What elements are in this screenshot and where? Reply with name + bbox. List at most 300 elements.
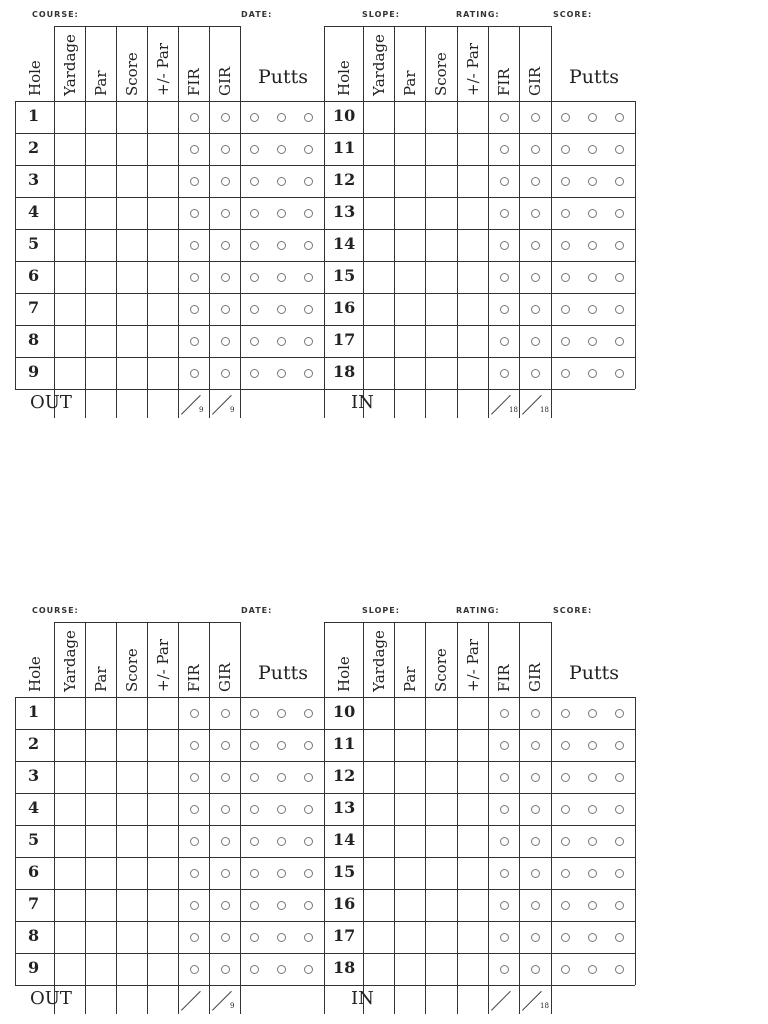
putt-circle[interactable] bbox=[277, 145, 286, 154]
par-header: Par bbox=[91, 70, 110, 96]
putt-circle[interactable] bbox=[304, 837, 313, 846]
in-fir-denominator: 18 bbox=[509, 406, 518, 414]
putt-circle[interactable] bbox=[588, 369, 597, 378]
putt-circle[interactable] bbox=[304, 933, 313, 942]
fir-circle[interactable] bbox=[190, 805, 199, 814]
putt-circle[interactable] bbox=[304, 741, 313, 750]
fir-circle[interactable] bbox=[500, 241, 509, 250]
putt-circle[interactable] bbox=[304, 709, 313, 718]
gir-circle[interactable] bbox=[531, 741, 540, 750]
grid-line bbox=[54, 26, 240, 27]
putt-circle[interactable] bbox=[588, 113, 597, 122]
date-label: DATE: bbox=[241, 10, 273, 19]
putt-circle[interactable] bbox=[277, 869, 286, 878]
fir-circle[interactable] bbox=[500, 901, 509, 910]
putt-circle[interactable] bbox=[250, 805, 259, 814]
hole-number: 10 bbox=[333, 106, 356, 125]
fir-circle[interactable] bbox=[190, 305, 199, 314]
grid-line bbox=[635, 697, 636, 985]
fir-circle[interactable] bbox=[190, 933, 199, 942]
grid-line bbox=[116, 622, 117, 1014]
putt-circle[interactable] bbox=[250, 113, 259, 122]
hole-number: 3 bbox=[28, 766, 40, 785]
putt-circle[interactable] bbox=[588, 709, 597, 718]
hole-number: 11 bbox=[333, 138, 356, 157]
grid-line bbox=[15, 985, 635, 986]
putt-circle[interactable] bbox=[277, 805, 286, 814]
fir-circle[interactable] bbox=[190, 273, 199, 282]
putt-circle[interactable] bbox=[250, 869, 259, 878]
grid-line bbox=[394, 622, 395, 1014]
grid-line bbox=[116, 26, 117, 418]
gir-circle[interactable] bbox=[221, 773, 230, 782]
putt-circle[interactable] bbox=[588, 145, 597, 154]
putt-circle[interactable] bbox=[615, 709, 624, 718]
fir-circle[interactable] bbox=[190, 209, 199, 218]
gir-header: GIR bbox=[526, 66, 544, 96]
grid-line bbox=[551, 26, 552, 101]
putt-circle[interactable] bbox=[277, 965, 286, 974]
out-label: OUT bbox=[30, 392, 72, 413]
fir-header: FIR bbox=[184, 68, 203, 96]
putt-circle[interactable] bbox=[304, 145, 313, 154]
putt-circle[interactable] bbox=[250, 337, 259, 346]
putt-circle[interactable] bbox=[250, 933, 259, 942]
hole-number: 7 bbox=[28, 298, 40, 317]
total-slash bbox=[181, 991, 201, 1011]
gir-circle[interactable] bbox=[221, 965, 230, 974]
putt-circle[interactable] bbox=[561, 305, 570, 314]
putt-circle[interactable] bbox=[588, 965, 597, 974]
putt-circle[interactable] bbox=[250, 177, 259, 186]
fir-circle[interactable] bbox=[500, 709, 509, 718]
putt-circle[interactable] bbox=[588, 241, 597, 250]
putt-circle[interactable] bbox=[615, 273, 624, 282]
grid-line bbox=[15, 953, 635, 954]
par-header: Par bbox=[400, 70, 419, 96]
gir-circle[interactable] bbox=[531, 241, 540, 250]
putt-circle[interactable] bbox=[250, 273, 259, 282]
putt-circle[interactable] bbox=[561, 805, 570, 814]
grid-line bbox=[635, 101, 636, 389]
putt-circle[interactable] bbox=[588, 337, 597, 346]
putt-circle[interactable] bbox=[588, 305, 597, 314]
fir-header: FIR bbox=[494, 664, 513, 692]
grid-line bbox=[519, 622, 520, 1014]
fir-circle[interactable] bbox=[190, 337, 199, 346]
plus-minus-header: +/- Par bbox=[463, 43, 482, 96]
putt-circle[interactable] bbox=[304, 209, 313, 218]
total-slash bbox=[181, 395, 204, 415]
total-slash bbox=[522, 395, 542, 415]
fir-circle[interactable] bbox=[190, 773, 199, 782]
score-header: Score bbox=[122, 648, 141, 692]
fir-circle[interactable] bbox=[190, 709, 199, 718]
putt-circle[interactable] bbox=[561, 369, 570, 378]
fir-circle[interactable] bbox=[190, 965, 199, 974]
rating-label: RATING: bbox=[456, 10, 500, 19]
gir-circle[interactable] bbox=[531, 145, 540, 154]
hole-header: Hole bbox=[334, 656, 353, 692]
grid-line bbox=[457, 622, 458, 1014]
putt-circle[interactable] bbox=[277, 113, 286, 122]
fir-circle[interactable] bbox=[500, 773, 509, 782]
grid-line bbox=[147, 622, 148, 1014]
hole-number: 2 bbox=[28, 138, 40, 157]
gir-circle[interactable] bbox=[531, 177, 540, 186]
grid-line bbox=[425, 26, 426, 418]
putt-circle[interactable] bbox=[561, 741, 570, 750]
fir-circle[interactable] bbox=[500, 177, 509, 186]
putts-header: Putts bbox=[569, 66, 620, 88]
gir-circle[interactable] bbox=[221, 209, 230, 218]
putt-circle[interactable] bbox=[250, 837, 259, 846]
gir-circle[interactable] bbox=[221, 241, 230, 250]
putt-circle[interactable] bbox=[615, 337, 624, 346]
gir-circle[interactable] bbox=[221, 337, 230, 346]
gir-circle[interactable] bbox=[221, 305, 230, 314]
hole-number: 4 bbox=[28, 202, 40, 221]
fir-circle[interactable] bbox=[500, 273, 509, 282]
putt-circle[interactable] bbox=[561, 177, 570, 186]
rating-label: RATING: bbox=[456, 606, 500, 615]
putt-circle[interactable] bbox=[561, 273, 570, 282]
putt-circle[interactable] bbox=[250, 741, 259, 750]
fir-circle[interactable] bbox=[500, 145, 509, 154]
par-header: Par bbox=[400, 666, 419, 692]
putt-circle[interactable] bbox=[588, 741, 597, 750]
putt-circle[interactable] bbox=[615, 209, 624, 218]
putt-circle[interactable] bbox=[304, 901, 313, 910]
putt-circle[interactable] bbox=[615, 933, 624, 942]
putt-circle[interactable] bbox=[250, 209, 259, 218]
grid-line bbox=[15, 261, 635, 262]
putt-circle[interactable] bbox=[561, 901, 570, 910]
putt-circle[interactable] bbox=[277, 337, 286, 346]
hole-header: Hole bbox=[25, 656, 44, 692]
fir-circle[interactable] bbox=[190, 177, 199, 186]
grid-line bbox=[15, 133, 635, 134]
fir-circle[interactable] bbox=[190, 869, 199, 878]
putt-circle[interactable] bbox=[615, 241, 624, 250]
grid-line bbox=[15, 101, 16, 389]
putt-circle[interactable] bbox=[250, 709, 259, 718]
putt-circle[interactable] bbox=[615, 869, 624, 878]
grid-line bbox=[15, 793, 635, 794]
grid-line bbox=[324, 622, 325, 1014]
score-header: Score bbox=[432, 648, 450, 692]
putt-circle[interactable] bbox=[615, 145, 624, 154]
grid-line bbox=[15, 921, 635, 922]
putt-circle[interactable] bbox=[304, 369, 313, 378]
putt-circle[interactable] bbox=[277, 241, 286, 250]
grid-line bbox=[209, 26, 210, 418]
gir-circle[interactable] bbox=[531, 113, 540, 122]
grid-line bbox=[15, 825, 635, 826]
scorecard-top bbox=[0, 0, 768, 420]
score-header: Score bbox=[432, 52, 450, 96]
putts-header: Putts bbox=[258, 662, 309, 684]
putt-circle[interactable] bbox=[304, 305, 313, 314]
hole-number: 12 bbox=[333, 766, 356, 785]
putt-circle[interactable] bbox=[277, 369, 286, 378]
gir-circle[interactable] bbox=[531, 837, 540, 846]
grid-line bbox=[324, 26, 325, 418]
hole-number: 18 bbox=[333, 362, 356, 381]
fir-circle[interactable] bbox=[500, 965, 509, 974]
in-label: IN bbox=[351, 988, 374, 1009]
gir-circle[interactable] bbox=[221, 933, 230, 942]
putt-circle[interactable] bbox=[250, 305, 259, 314]
putts-header: Putts bbox=[569, 662, 620, 684]
putt-circle[interactable] bbox=[615, 837, 624, 846]
fir-circle[interactable] bbox=[190, 145, 199, 154]
fir-circle[interactable] bbox=[190, 741, 199, 750]
putt-circle[interactable] bbox=[561, 241, 570, 250]
total-slash bbox=[491, 991, 511, 1011]
grid-line bbox=[15, 293, 635, 294]
yardage-header: Yardage bbox=[369, 630, 388, 692]
putt-circle[interactable] bbox=[588, 933, 597, 942]
fir-circle[interactable] bbox=[500, 369, 509, 378]
hole-number: 2 bbox=[28, 734, 40, 753]
plus-minus-header: +/- Par bbox=[463, 639, 482, 692]
gir-circle[interactable] bbox=[531, 773, 540, 782]
putt-circle[interactable] bbox=[588, 869, 597, 878]
grid-line bbox=[54, 622, 240, 623]
putt-circle[interactable] bbox=[561, 837, 570, 846]
gir-circle[interactable] bbox=[221, 145, 230, 154]
gir-circle[interactable] bbox=[531, 369, 540, 378]
yardage-header: Yardage bbox=[60, 34, 79, 96]
hole-number: 13 bbox=[333, 798, 356, 817]
putt-circle[interactable] bbox=[615, 177, 624, 186]
putt-circle[interactable] bbox=[561, 113, 570, 122]
hole-number: 17 bbox=[333, 926, 356, 945]
hole-header: Hole bbox=[334, 60, 353, 96]
grid-line bbox=[551, 622, 552, 697]
grid-line bbox=[15, 389, 635, 390]
fir-circle[interactable] bbox=[500, 837, 509, 846]
putt-circle[interactable] bbox=[304, 113, 313, 122]
total-slash bbox=[522, 991, 542, 1011]
putt-circle[interactable] bbox=[304, 773, 313, 782]
grid-line bbox=[324, 622, 551, 623]
gir-circle[interactable] bbox=[221, 709, 230, 718]
in-gir-denominator: 18 bbox=[540, 1002, 549, 1010]
putt-circle[interactable] bbox=[615, 901, 624, 910]
grid-line bbox=[15, 857, 635, 858]
putt-circle[interactable] bbox=[277, 273, 286, 282]
hole-number: 5 bbox=[28, 830, 40, 849]
putt-circle[interactable] bbox=[615, 113, 624, 122]
gir-circle[interactable] bbox=[221, 369, 230, 378]
putt-circle[interactable] bbox=[277, 209, 286, 218]
putt-circle[interactable] bbox=[561, 337, 570, 346]
gir-circle[interactable] bbox=[531, 305, 540, 314]
putt-circle[interactable] bbox=[277, 305, 286, 314]
gir-header: GIR bbox=[215, 66, 234, 96]
gir-circle[interactable] bbox=[221, 869, 230, 878]
putt-circle[interactable] bbox=[250, 773, 259, 782]
grid-line bbox=[363, 26, 364, 418]
gir-circle[interactable] bbox=[531, 805, 540, 814]
putt-circle[interactable] bbox=[615, 965, 624, 974]
fir-circle[interactable] bbox=[500, 805, 509, 814]
in-label: IN bbox=[351, 392, 374, 413]
gir-circle[interactable] bbox=[531, 933, 540, 942]
putt-circle[interactable] bbox=[250, 241, 259, 250]
gir-circle[interactable] bbox=[221, 177, 230, 186]
putt-circle[interactable] bbox=[277, 901, 286, 910]
putt-circle[interactable] bbox=[561, 209, 570, 218]
hole-number: 9 bbox=[28, 362, 40, 381]
grid-line bbox=[15, 357, 635, 358]
grid-line bbox=[15, 229, 635, 230]
grid-line bbox=[147, 26, 148, 418]
total-slash bbox=[491, 395, 511, 415]
gir-circle[interactable] bbox=[531, 869, 540, 878]
putt-circle[interactable] bbox=[561, 869, 570, 878]
putt-circle[interactable] bbox=[277, 177, 286, 186]
hole-number: 8 bbox=[28, 330, 40, 349]
fir-circle[interactable] bbox=[190, 901, 199, 910]
hole-number: 18 bbox=[333, 958, 356, 977]
putt-circle[interactable] bbox=[561, 145, 570, 154]
hole-number: 4 bbox=[28, 798, 40, 817]
gir-circle[interactable] bbox=[221, 113, 230, 122]
putt-circle[interactable] bbox=[615, 805, 624, 814]
putt-circle[interactable] bbox=[304, 177, 313, 186]
gir-header: GIR bbox=[215, 662, 234, 692]
fir-circle[interactable] bbox=[500, 305, 509, 314]
fir-circle[interactable] bbox=[190, 113, 199, 122]
fir-circle[interactable] bbox=[500, 933, 509, 942]
out-fir-denominator: 9 bbox=[199, 406, 204, 414]
putt-circle[interactable] bbox=[561, 965, 570, 974]
fir-circle[interactable] bbox=[190, 837, 199, 846]
fir-circle[interactable] bbox=[500, 869, 509, 878]
par-header: Par bbox=[91, 666, 110, 692]
out-gir-denominator: 9 bbox=[230, 1002, 235, 1010]
putt-circle[interactable] bbox=[250, 145, 259, 154]
gir-header: GIR bbox=[526, 662, 544, 692]
putt-circle[interactable] bbox=[615, 741, 624, 750]
grid-line bbox=[15, 697, 16, 985]
out-label: OUT bbox=[30, 988, 72, 1009]
grid-line bbox=[15, 729, 635, 730]
gir-circle[interactable] bbox=[221, 741, 230, 750]
gir-circle[interactable] bbox=[531, 965, 540, 974]
putt-circle[interactable] bbox=[588, 837, 597, 846]
hole-number: 16 bbox=[333, 894, 356, 913]
putt-circle[interactable] bbox=[304, 869, 313, 878]
putt-circle[interactable] bbox=[277, 709, 286, 718]
hole-number: 7 bbox=[28, 894, 40, 913]
course-label: COURSE: bbox=[32, 10, 79, 19]
putt-circle[interactable] bbox=[277, 773, 286, 782]
putt-circle[interactable] bbox=[561, 709, 570, 718]
putt-circle[interactable] bbox=[615, 305, 624, 314]
gir-circle[interactable] bbox=[531, 209, 540, 218]
gir-circle[interactable] bbox=[221, 837, 230, 846]
putt-circle[interactable] bbox=[304, 241, 313, 250]
putt-circle[interactable] bbox=[277, 741, 286, 750]
yardage-header: Yardage bbox=[60, 630, 79, 692]
putt-circle[interactable] bbox=[304, 273, 313, 282]
fir-circle[interactable] bbox=[500, 741, 509, 750]
putt-circle[interactable] bbox=[588, 901, 597, 910]
hole-number: 9 bbox=[28, 958, 40, 977]
putt-circle[interactable] bbox=[588, 805, 597, 814]
grid-line bbox=[519, 26, 520, 418]
hole-number: 12 bbox=[333, 170, 356, 189]
putt-circle[interactable] bbox=[615, 369, 624, 378]
plus-minus-header: +/- Par bbox=[153, 43, 172, 96]
putt-circle[interactable] bbox=[615, 773, 624, 782]
hole-number: 14 bbox=[333, 830, 356, 849]
putt-circle[interactable] bbox=[250, 901, 259, 910]
grid-line bbox=[394, 26, 395, 418]
grid-line bbox=[324, 26, 551, 27]
hole-number: 13 bbox=[333, 202, 356, 221]
grid-line bbox=[15, 101, 635, 102]
grid-line bbox=[457, 26, 458, 418]
putt-circle[interactable] bbox=[277, 933, 286, 942]
grid-line bbox=[240, 26, 241, 418]
gir-circle[interactable] bbox=[221, 273, 230, 282]
in-gir-denominator: 18 bbox=[540, 406, 549, 414]
putt-circle[interactable] bbox=[588, 177, 597, 186]
grid-line bbox=[15, 889, 635, 890]
hole-number: 16 bbox=[333, 298, 356, 317]
gir-circle[interactable] bbox=[531, 337, 540, 346]
scorecard-bottom bbox=[0, 596, 768, 1016]
fir-circle[interactable] bbox=[190, 369, 199, 378]
grid-line bbox=[85, 622, 86, 1014]
putt-circle[interactable] bbox=[304, 965, 313, 974]
putt-circle[interactable] bbox=[588, 209, 597, 218]
fir-circle[interactable] bbox=[500, 337, 509, 346]
putt-circle[interactable] bbox=[250, 965, 259, 974]
fir-circle[interactable] bbox=[500, 113, 509, 122]
gir-circle[interactable] bbox=[531, 709, 540, 718]
gir-circle[interactable] bbox=[531, 901, 540, 910]
putt-circle[interactable] bbox=[304, 337, 313, 346]
grid-line bbox=[178, 622, 179, 1014]
putt-circle[interactable] bbox=[561, 773, 570, 782]
putt-circle[interactable] bbox=[561, 933, 570, 942]
putt-circle[interactable] bbox=[588, 773, 597, 782]
gir-circle[interactable] bbox=[531, 273, 540, 282]
grid-line bbox=[209, 622, 210, 1014]
hole-number: 6 bbox=[28, 862, 40, 881]
grid-line bbox=[85, 26, 86, 418]
gir-circle[interactable] bbox=[221, 901, 230, 910]
gir-circle[interactable] bbox=[221, 805, 230, 814]
putt-circle[interactable] bbox=[250, 369, 259, 378]
putt-circle[interactable] bbox=[588, 273, 597, 282]
fir-circle[interactable] bbox=[500, 209, 509, 218]
course-label: COURSE: bbox=[32, 606, 79, 615]
putt-circle[interactable] bbox=[304, 805, 313, 814]
putt-circle[interactable] bbox=[277, 837, 286, 846]
fir-circle[interactable] bbox=[190, 241, 199, 250]
grid-line bbox=[425, 622, 426, 1014]
hole-number: 15 bbox=[333, 266, 356, 285]
grid-line bbox=[178, 26, 179, 418]
slope-label: SLOPE: bbox=[362, 606, 400, 615]
